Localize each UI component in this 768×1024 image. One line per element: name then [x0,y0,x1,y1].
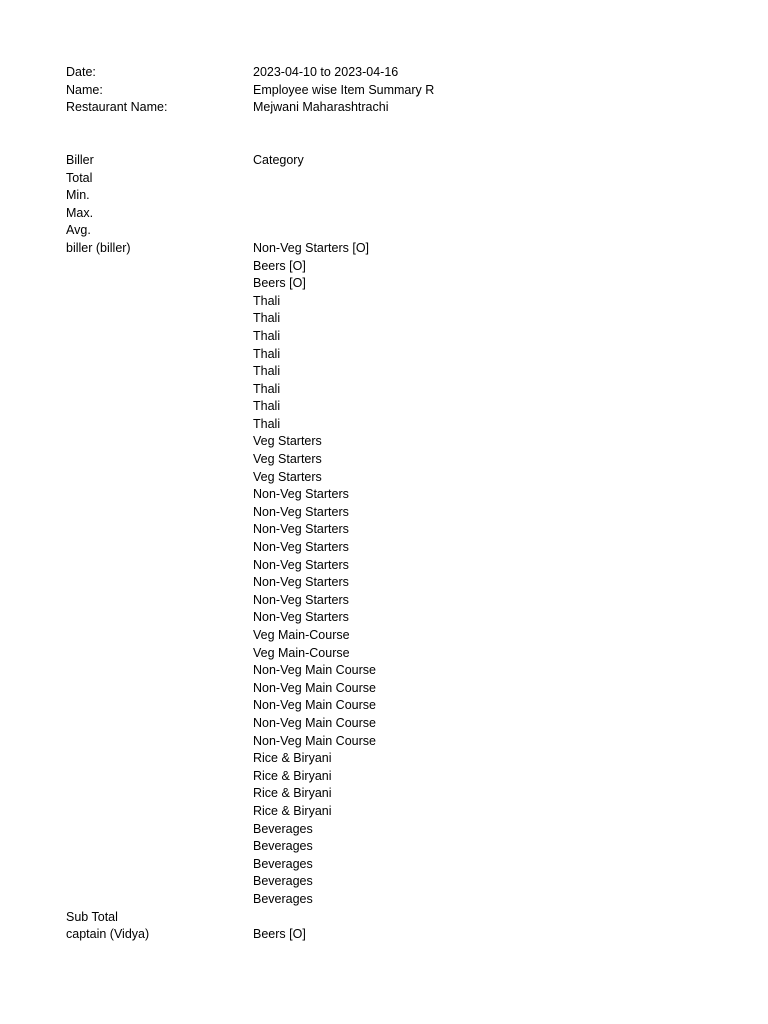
biller-cell [66,416,253,434]
biller-cell [66,697,253,715]
category-cell: Veg Main-Course [253,645,350,660]
table-row [66,873,706,891]
category-cell: Thali [253,346,281,361]
category-cell: Non-Veg Starters [253,575,349,590]
category-cell: Non-Veg Starters [253,557,349,572]
category-cell: Thali [253,311,281,326]
biller-cell [66,680,253,698]
biller-cell [66,346,253,364]
biller-cell [66,609,253,627]
summary-row-max [66,205,706,223]
category-cell: Non-Veg Starters [253,592,349,607]
table-row [66,240,706,258]
category-cell: Veg Starters [253,434,322,449]
date-value: 2023-04-10 to 2023-04-16 [253,65,399,79]
biller-cell: biller (biller) [66,240,131,255]
table-row [66,662,706,680]
name-label: Name: [66,82,103,97]
table-row [66,416,706,434]
category-cell: Beverages [253,891,313,906]
table-row [66,398,706,416]
table-row [66,451,706,469]
table-row [66,785,706,803]
category-cell: Thali [253,381,281,396]
category-cell: Thali [253,416,281,431]
restaurant-value: Mejwani Maharashtrachi [253,100,389,115]
summary-label: Min. [66,188,90,203]
biller-cell [66,627,253,645]
category-cell: Non-Veg Main Course [253,680,376,695]
category-cell: Non-Veg Starters [253,504,349,519]
biller-cell [66,821,253,839]
category-cell: Non-Veg Main Course [253,663,376,678]
category-cell: Beers [O] [253,258,306,273]
biller-cell [66,469,253,487]
report-sheet [66,64,706,944]
biller-cell [66,381,253,399]
biller-cell [66,504,253,522]
category-cell: Non-Veg Main Course [253,698,376,713]
summary-row-avg [66,222,706,240]
table-row [66,557,706,575]
table-row [66,715,706,733]
biller-cell [66,328,253,346]
table-row [66,627,706,645]
category-cell: Non-Veg Main Course [253,715,376,730]
category-cell: Thali [253,293,281,308]
table-row [66,433,706,451]
biller-cell [66,662,253,680]
table-row [66,469,706,487]
biller-cell [66,803,253,821]
biller-cell [66,451,253,469]
column-header-biller: Biller [66,152,94,167]
table-row [66,539,706,557]
biller-cell [66,873,253,891]
table-row [66,733,706,751]
biller-cell [66,645,253,663]
biller-cell [66,733,253,751]
biller-cell [66,557,253,575]
table-row [66,803,706,821]
category-cell: Thali [253,328,281,343]
table-row [66,486,706,504]
biller-cell [66,592,253,610]
table-row [66,856,706,874]
section-gap [66,117,706,152]
category-cell: Non-Veg Starters [253,487,349,502]
category-cell: Non-Veg Starters [O] [253,240,370,255]
table-row [66,838,706,856]
category-cell: Veg Starters [253,469,322,484]
biller-cell [66,521,253,539]
biller-cell [66,258,253,276]
category-cell: Veg Starters [253,452,322,467]
column-header-row [66,152,706,170]
biller-cell [66,838,253,856]
table-row [66,909,706,927]
summary-label: Max. [66,205,94,220]
category-cell: Beverages [253,839,313,854]
category-cell: Beverages [253,856,313,871]
category-cell: Non-Veg Main Course [253,733,376,748]
biller-cell: Sub Total [66,909,118,924]
category-cell: Beverages [253,874,313,889]
table-row [66,750,706,768]
column-header-category: Category [253,152,304,167]
biller-cell [66,715,253,733]
biller-cell [66,856,253,874]
category-cell: Thali [253,364,281,379]
biller-cell [66,433,253,451]
biller-cell [66,398,253,416]
name-value: Employee wise Item Summary R [253,82,435,97]
category-cell: Beers [O] [253,927,306,942]
biller-cell [66,785,253,803]
table-row [66,363,706,381]
biller-cell [66,275,253,293]
table-row [66,328,706,346]
biller-cell [66,768,253,786]
category-cell: Beers [O] [253,276,306,291]
table-row [66,521,706,539]
table-row [66,381,706,399]
biller-cell [66,486,253,504]
summary-row-total [66,170,706,188]
biller-cell [66,750,253,768]
table-row [66,926,706,944]
table-row [66,310,706,328]
table-row [66,346,706,364]
table-row [66,821,706,839]
table-row [66,504,706,522]
category-cell: Non-Veg Starters [253,540,349,555]
table-row [66,768,706,786]
table-row [66,645,706,663]
date-label: Date: [66,65,96,79]
category-cell: Thali [253,399,281,414]
biller-cell: captain (Vidya) [66,927,150,942]
biller-cell [66,293,253,311]
table-row [66,891,706,909]
summary-label: Avg. [66,223,91,238]
biller-cell [66,891,253,909]
category-cell: Veg Main-Course [253,628,350,642]
name-row [66,82,706,100]
table-row [66,275,706,293]
biller-cell [66,310,253,328]
category-cell: Non-Veg Starters [253,522,349,537]
table-row [66,574,706,592]
table-row [66,293,706,311]
restaurant-row [66,99,706,117]
table-row [66,609,706,627]
table-row [66,680,706,698]
category-cell: Rice & Biryani [253,803,332,818]
summary-label: Total [66,170,93,185]
table-row [66,697,706,715]
category-cell [253,909,706,927]
date-row [66,64,706,82]
category-cell: Rice & Biryani [253,786,332,801]
category-cell: Non-Veg Starters [253,610,349,625]
data-rows [66,240,706,944]
category-cell: Rice & Biryani [253,751,332,766]
biller-cell [66,363,253,381]
biller-cell [66,539,253,557]
category-cell: Beverages [253,821,313,836]
category-cell: Rice & Biryani [253,768,332,783]
summary-row-min [66,187,706,205]
restaurant-label: Restaurant Name: [66,100,168,115]
table-row [66,258,706,276]
table-row [66,592,706,610]
biller-cell [66,574,253,592]
